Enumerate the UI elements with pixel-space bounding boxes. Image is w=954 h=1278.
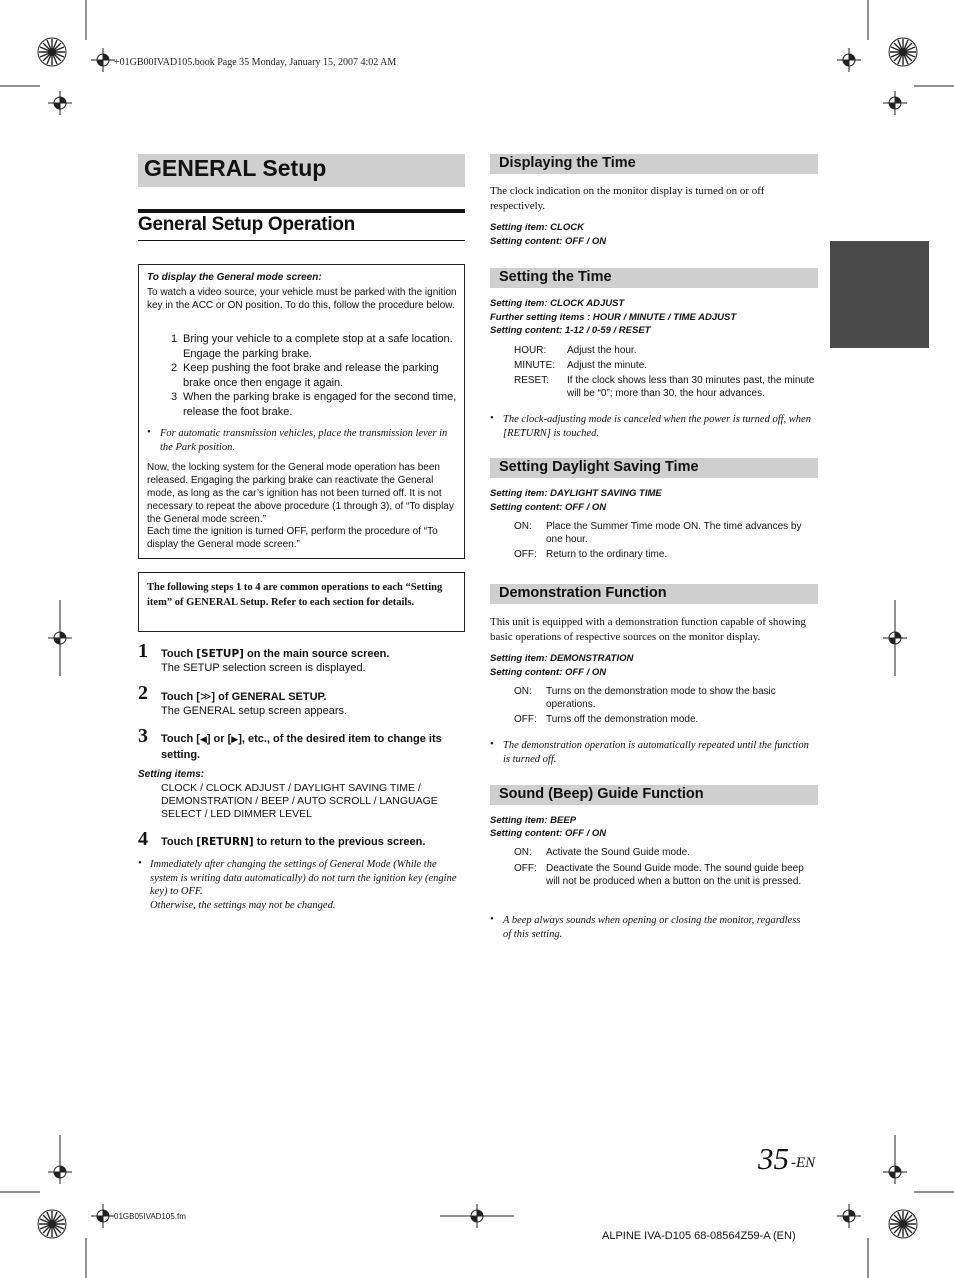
section-band-demo	[490, 584, 818, 604]
subtitle-rule-bottom	[138, 240, 465, 241]
crosshair-icon	[837, 48, 861, 72]
setup-key-label: [SETUP]	[196, 648, 244, 660]
step-number: 4	[138, 828, 148, 850]
setting-content-label: Setting content: 1-12 / 0-59 / RESET	[490, 325, 651, 336]
setting-content-label: Setting content: OFF / ON	[490, 667, 607, 678]
demo-note: The demonstration operation is automatically repeated until the function is turned off.	[503, 740, 809, 765]
option-value: Adjust the hour.	[567, 345, 637, 356]
setting-item-label: Setting item: CLOCK ADJUST	[490, 298, 625, 309]
setting-content-label: Setting content: OFF / ON	[490, 236, 607, 247]
setting-item-label: Setting item: BEEP	[490, 815, 577, 826]
step-number: 1	[138, 640, 148, 662]
box-step-number: 3	[171, 391, 178, 403]
bullet-icon: •	[490, 914, 494, 925]
option-value: Place the Summer Time mode ON. The time advances by one hour.	[546, 521, 802, 545]
crosshair-icon	[91, 48, 115, 72]
option-key: OFF:	[514, 549, 537, 560]
option-value: Activate the Sound Guide mode.	[546, 847, 690, 858]
step-number: 3	[138, 725, 148, 747]
registration-sunburst-icon	[889, 1210, 917, 1238]
section-band-set-time	[490, 268, 818, 288]
page-number: 35	[758, 1141, 789, 1176]
next-page-icon: ≫	[199, 690, 212, 703]
box-heading: To display the General mode screen:	[147, 272, 322, 283]
bullet-icon: •	[147, 427, 151, 438]
further-setting-items-label: Further setting items : HOUR / MINUTE / TIME ADJUST	[490, 312, 737, 323]
crosshair-icon	[837, 1204, 861, 1228]
box-step-text: When the parking brake is engaged for the second time, release the foot brake.	[183, 391, 457, 418]
option-value: If the clock shows less than 30 minutes past, the minute will be “0”; more than 30, the hour advances.	[567, 375, 815, 399]
option-key: HOUR:	[514, 345, 547, 356]
option-value: Turns on the demonstration mode to show the basic operations.	[546, 686, 776, 710]
section-heading: Setting the Time	[499, 269, 612, 285]
step-description: The GENERAL setup screen appears.	[161, 705, 348, 717]
step-description: The SETUP selection screen is displayed.	[161, 662, 366, 674]
step-instruction: Touch [≫] of GENERAL SETUP.	[161, 690, 327, 703]
box-note: For automatic transmission vehicles, place the transmission lever in the Park position.	[160, 428, 448, 453]
left-arrow-icon: ◀	[199, 735, 207, 745]
page-title: GENERAL Setup	[144, 155, 327, 181]
section-band-beep	[490, 785, 818, 805]
option-key: OFF:	[514, 714, 537, 725]
setting-content-label: Setting content: OFF / ON	[490, 828, 607, 839]
right-arrow-icon: ▶	[231, 735, 239, 745]
model-code: ALPINE IVA-D105 68-08564Z59-A (EN)	[602, 1230, 796, 1242]
section-heading: Displaying the Time	[499, 155, 636, 171]
box-paragraph: Now, the locking system for the General mode operation has been released. Engaging the parking brake can reactivate the General mode, as long as the car’s ignition has not been turned off. It is not necessary to repeat the above procedure (1 through 3), of “To display the General mode screen.”	[147, 462, 454, 525]
registration-sunburst-icon	[38, 38, 66, 66]
common-steps-note-box	[138, 572, 465, 632]
setting-item-label: Setting item: DEMONSTRATION	[490, 653, 634, 664]
footer-file-name: 01GB05IVAD105.fm	[114, 1212, 186, 1221]
crosshair-icon	[883, 91, 907, 115]
general-mode-instructions-box	[138, 264, 465, 559]
setting-items-list: CLOCK / CLOCK ADJUST / DAYLIGHT SAVING TIME / DEMONSTRATION / BEEP / AUTO SCROLL / LANGUAGE SELECT / LED DIMMER LEVEL	[161, 782, 438, 821]
crosshair-icon	[91, 1204, 115, 1228]
bullet-icon: •	[138, 858, 142, 869]
step-instruction: Touch [SETUP] on the main source screen.	[161, 648, 390, 660]
box-step-number: 1	[171, 333, 178, 345]
box-intro: To watch a video source, your vehicle must be parked with the ignition key in the ACC or ON position. To do this, follow the procedure below.	[147, 287, 457, 311]
section-subtitle: General Setup Operation	[138, 214, 355, 235]
section-band-display-time	[490, 154, 818, 174]
option-key: MINUTE:	[514, 360, 556, 371]
option-value: Turns off the demonstration mode.	[546, 714, 699, 725]
setting-content-label: Setting content: OFF / ON	[490, 502, 607, 513]
crosshair-icon	[48, 1160, 72, 1184]
section-body: The clock indication on the monitor display is turned on or off respectively.	[490, 185, 765, 212]
box-step-text: Bring your vehicle to a complete stop at a safe location. Engage the parking brake.	[183, 333, 453, 360]
section-heading: Setting Daylight Saving Time	[499, 459, 699, 475]
section-heading: Demonstration Function	[499, 585, 667, 601]
beep-note: A beep always sounds when opening or closing the monitor, regardless of this setting.	[503, 915, 801, 940]
step-instruction: Touch [RETURN] to return to the previous screen.	[161, 836, 426, 848]
option-key: ON:	[514, 847, 532, 858]
section-heading: Sound (Beep) Guide Function	[499, 786, 704, 802]
section-thumb-tab	[830, 241, 929, 348]
box-step-number: 2	[171, 362, 178, 374]
setting-item-label: Setting item: CLOCK	[490, 222, 584, 233]
box-step-text: Keep pushing the foot brake and release the parking brake once then engage it again.	[183, 362, 439, 389]
return-key-label: [RETURN]	[196, 836, 254, 848]
section-body: This unit is equipped with a demonstration function capable of showing basic operations of respective sources on the monitor display.	[490, 616, 806, 643]
subtitle-rule-top	[138, 209, 465, 213]
step-instruction: Touch [◀] or [▶], etc., of the desired item to change its setting.	[161, 733, 442, 761]
option-key: OFF:	[514, 863, 537, 874]
option-key: ON:	[514, 521, 532, 532]
common-steps-note: The following steps 1 to 4 are common operations to each “Setting item” of GENERAL Setup. Refer to each section for details.	[147, 582, 443, 608]
book-header-line: +01GB00IVAD105.book Page 35 Monday, January 15, 2007 4:02 AM	[114, 57, 397, 68]
setting-item-label: Setting item: DAYLIGHT SAVING TIME	[490, 488, 662, 499]
section-band-dst	[490, 458, 818, 478]
registration-sunburst-icon	[38, 1210, 66, 1238]
bullet-icon: •	[490, 413, 494, 424]
option-value: Adjust the minute.	[567, 360, 648, 371]
option-value: Deactivate the Sound Guide mode. The sound guide beep will not be produced when a button on the unit is pressed.	[546, 863, 804, 887]
step-number: 2	[138, 682, 148, 704]
clock-adjust-note: The clock-adjusting mode is canceled when the power is turned off, when [RETURN] is touched.	[503, 414, 811, 439]
box-paragraph: Each time the ignition is turned OFF, perform the procedure of “To display the General mode screen.”	[147, 526, 438, 550]
bullet-icon: •	[490, 739, 494, 750]
page-title-band	[138, 154, 465, 187]
option-key: RESET:	[514, 375, 550, 386]
crosshair-icon	[883, 1160, 907, 1184]
write-warning-note-continued: Otherwise, the settings may not be changed.	[150, 900, 336, 911]
option-value: Return to the ordinary time.	[546, 549, 668, 560]
registration-sunburst-icon	[889, 38, 917, 66]
crosshair-icon	[48, 91, 72, 115]
write-warning-note: Immediately after changing the settings of General Mode (While the system is writing data automatically) do not turn the ignition key (engine key) to OFF.	[150, 859, 457, 897]
setting-items-label: Setting items:	[138, 769, 205, 780]
option-key: ON:	[514, 686, 532, 697]
page-language-suffix: -EN	[791, 1155, 816, 1171]
